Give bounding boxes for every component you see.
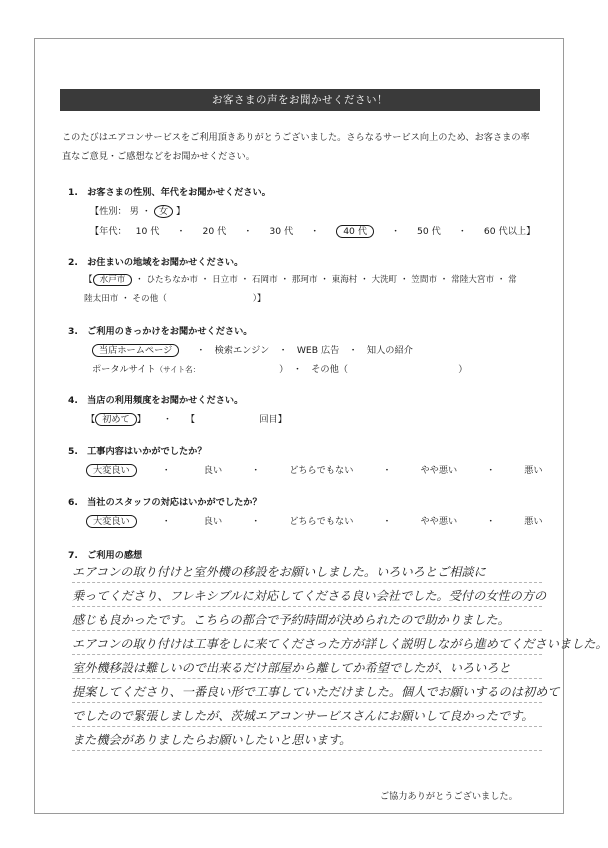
source-selected-circled: 当店ホームページ — [92, 344, 179, 357]
region-options: ・ ひたちなか市 ・ 日立市 ・ 石岡市 ・ 那珂市 ・ 東海村 ・ 大洗町 ・ 笠間市 ・ 常陸大宮市 ・ 常 — [135, 275, 517, 285]
comment-line-3: 感じも良かったです。こちらの都合で予約時間が決められたので助かりました。 — [72, 607, 542, 631]
question-7-title: 7. ご利用の感想 — [68, 550, 143, 561]
comment-line-8: また機会がありましたらお願いしたいと思います。 — [72, 727, 542, 751]
age-option-60: 60 代以上】 — [483, 226, 536, 237]
staff-rating-selected-circled: 大変良い — [86, 515, 137, 528]
source-portal: ポータルサイト — [92, 364, 156, 375]
region-open-bracket: 【 — [84, 275, 93, 285]
comment-line-5: 室外機移設は難しいので出来るだけ部屋から離してか希望でしたが、いろいろと — [72, 655, 542, 679]
source-portal-sitename: （サイト名： — [155, 365, 197, 374]
gender-separator: ・ — [141, 206, 151, 217]
age-option-10: 10 代 — [135, 226, 160, 237]
staff-rating-neutral: どちらでもない — [289, 516, 354, 527]
intro-line-2: 直なご意見・ご感想などをお聞かせください。 — [62, 151, 255, 162]
work-rating-row: 大変良い ・ 良い ・ どちらでもない ・ やや悪い ・ 悪い — [86, 462, 543, 476]
intro-line-1: このたびはエアコンサービスをご利用頂きありがとうございました。さらなるサービス向上のため、お客さまの率 — [62, 132, 530, 143]
work-rating-selected-circled: 大変良い — [86, 464, 137, 477]
age-option-50: 50 代 — [417, 226, 441, 237]
question-3-title: 3. ご利用のきっかけをお聞かせください。 — [68, 326, 253, 337]
region-row-2: 陸太田市 ・ その他（ ）】 — [84, 294, 266, 304]
frequency-rest: ・ 【 回目】 — [162, 414, 287, 425]
gender-female-circled: 女 — [154, 205, 173, 218]
staff-rating-row: 大変良い ・ 良い ・ どちらでもない ・ やや悪い ・ 悪い — [86, 513, 543, 527]
source-row-2 — [92, 361, 467, 375]
staff-rating-good: 良い — [203, 516, 223, 527]
staff-rating-somewhat-bad: やや悪い — [420, 516, 458, 527]
comment-line-4: エアコンの取り付けは工事をしに来てくださった方が詳しく説明しながら進めてくださいました。 — [72, 631, 542, 655]
comment-line-2: 乗ってくださり、フレキシブルに対応してくださる良い会社でした。受付の女性の方の — [72, 583, 542, 607]
comment-line-6: 提案してくださり、一番良い形で工事していただけました。個人でお願いするのは初めて — [72, 679, 542, 703]
staff-rating-bad: 悪い — [524, 516, 543, 527]
question-5-title: 5. 工事内容はいかがでしたか？ — [68, 446, 207, 457]
question-2-title: 2. お住まいの地域をお聞かせください。 — [68, 257, 244, 268]
age-option-20: 20 代 — [202, 226, 227, 237]
region-selected-circled: 水戸市 — [93, 274, 133, 286]
work-rating-somewhat-bad: やや悪い — [420, 465, 458, 476]
source-portal-rest: ） ・ その他（ ） — [196, 364, 468, 375]
question-6-title: 6. 当社のスタッフの対応はいかがでしたか？ — [68, 497, 262, 508]
gender-male: 男 — [129, 206, 139, 217]
source-options: ・ 検索エンジン ・ WEB 広告 ・ 知人の紹介 — [196, 345, 413, 356]
frequency-row: 【 初めて 】 ・ 【 回目】 — [86, 414, 287, 425]
frequency-selected-circled: 初めて — [95, 413, 137, 426]
work-rating-good: 良い — [203, 465, 223, 476]
age-label: 【年代： — [90, 226, 127, 237]
age-option-30: 30 代 — [269, 226, 294, 237]
age-row: 【年代： 10 代 ・ 20 代 ・ 30 代 ・ 40 代 ・ 50 代 ・ 60 代以上】 — [90, 226, 536, 237]
comment-line-1: エアコンの取り付けと室外機の移設をお願いしました。いろいろとご相談に — [72, 559, 542, 583]
source-row-1 — [92, 342, 413, 356]
region-row-1 — [84, 273, 517, 285]
gender-close: 】 — [176, 206, 186, 217]
gender-row — [90, 203, 185, 217]
question-1-title: 1. お客さまの性別、年代をお聞かせください。 — [68, 187, 271, 198]
age-option-40-circled: 40 代 — [336, 225, 374, 238]
gender-label: 【性別： — [90, 206, 127, 217]
intro-text — [62, 128, 546, 166]
comment-line-7: でしたので緊張しましたが、茨城エアコンサービスさんにお願いして良かったです。 — [72, 703, 542, 727]
question-4-title: 4. 当店の利用頻度をお聞かせください。 — [68, 395, 244, 406]
page-title: お客さまの声をお聞かせください！ — [60, 89, 540, 111]
work-rating-neutral: どちらでもない — [289, 465, 354, 476]
work-rating-bad: 悪い — [524, 465, 543, 476]
footer-thanks: ご協力ありがとうございました。 — [380, 791, 518, 802]
